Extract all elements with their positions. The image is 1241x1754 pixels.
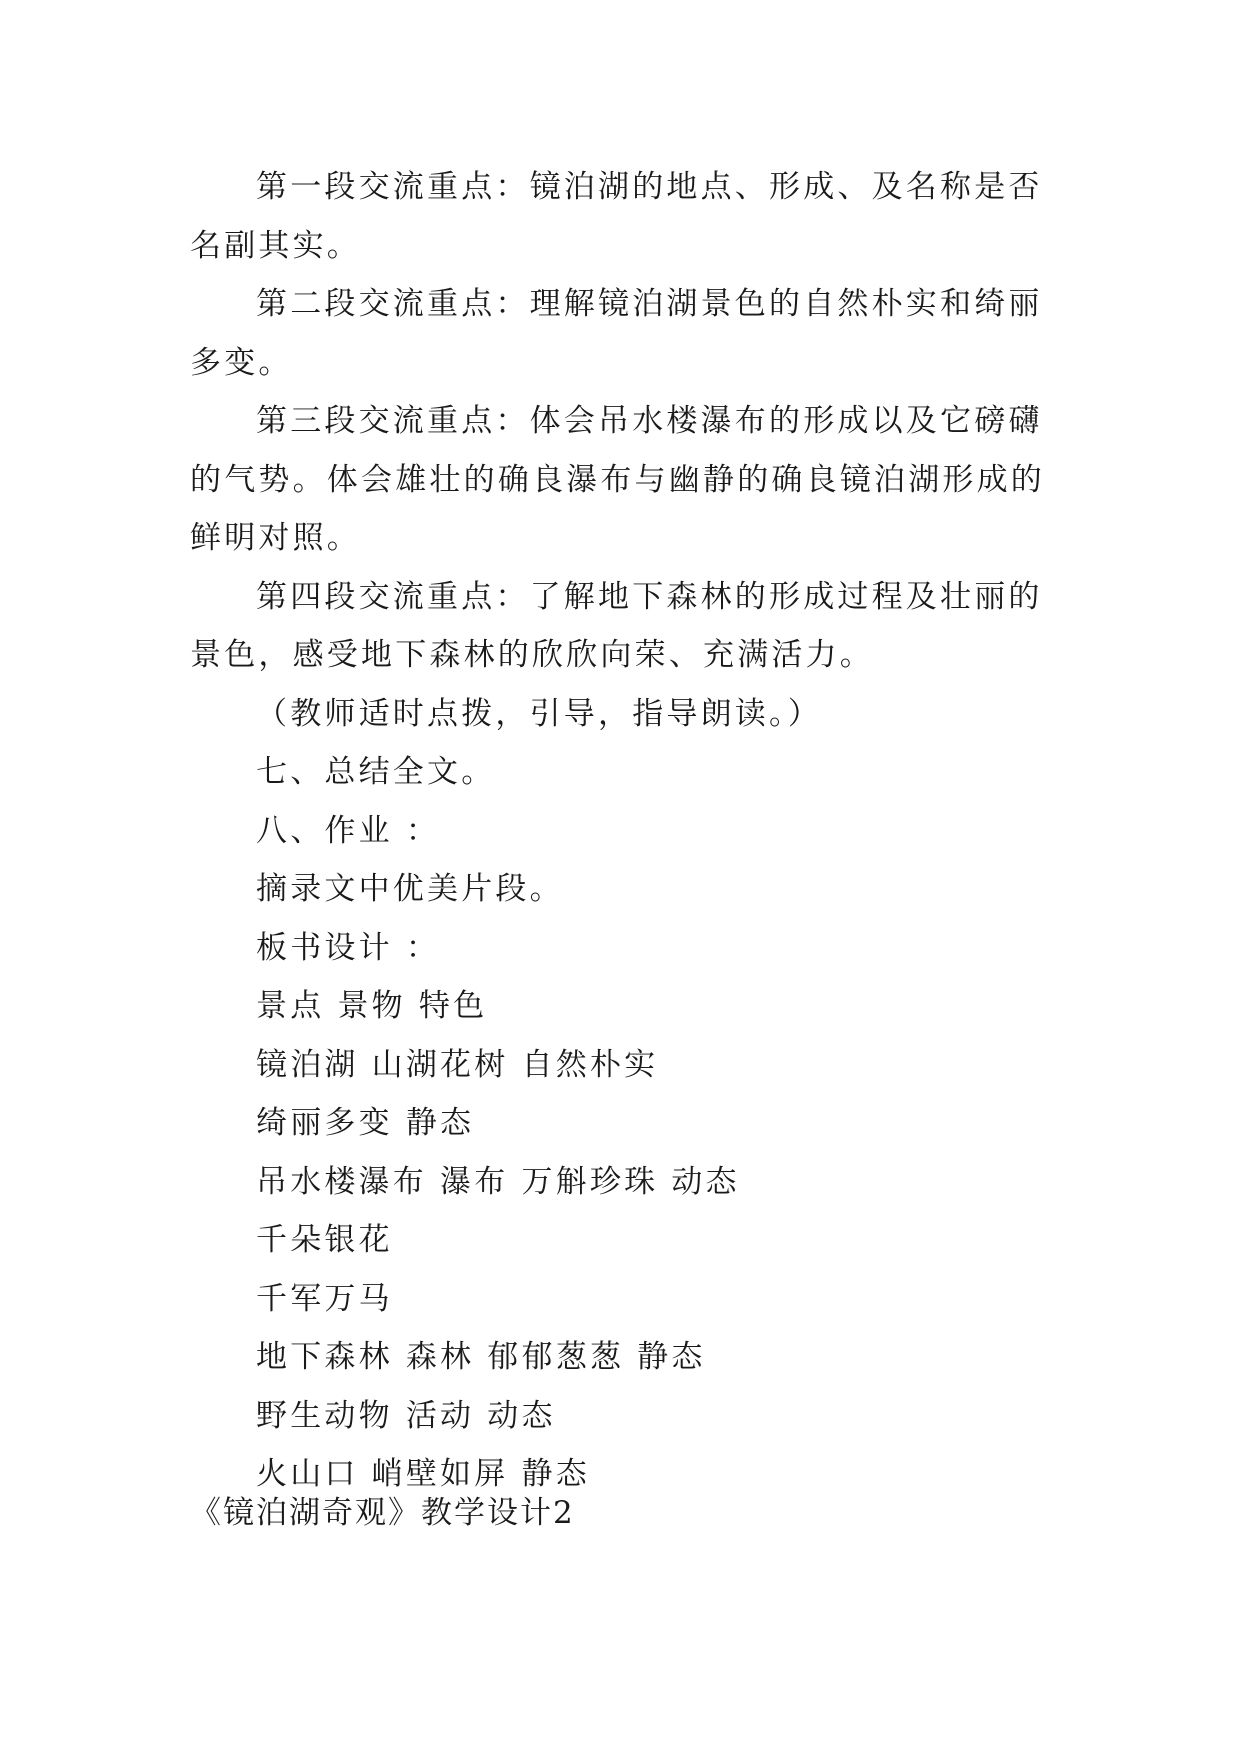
paragraph-homework-task: 摘录文中优美片段。 xyxy=(256,871,564,907)
board-design-row: 地下森林 森林 郁郁葱葱 静态 xyxy=(256,1339,706,1375)
board-design-row: 千军万马 xyxy=(256,1280,393,1317)
next-section-title: 《镜泊湖奇观》教学设计2 xyxy=(190,1495,575,1531)
paragraph-discussion-2: 第二段交流重点：理解镜泊湖景色的自然朴实和绮丽多变。 xyxy=(190,286,1043,381)
paragraph-discussion-4: 第四段交流重点：了解地下森林的形成过程及壮丽的景色，感受地下森林的欣欣向荣、充满活力。 xyxy=(190,578,1043,673)
paragraph-teacher-note: （教师适时点拨，引导，指导朗读。） xyxy=(256,695,822,732)
board-design-row: 火山口 峭壁如屏 静态 xyxy=(256,1456,590,1492)
document-body xyxy=(190,158,1060,1504)
board-design-row: 镜泊湖 山湖花树 自然朴实 xyxy=(256,1046,659,1083)
board-design-row: 绮丽多变 静态 xyxy=(256,1105,475,1141)
paragraph-discussion-3: 第三段交流重点：体会吊水楼瀑布的形成以及它磅礴的气势。体会雄壮的确良瀑布与幽静的确良镜泊湖形成的鲜明对照。 xyxy=(190,403,1045,556)
paragraph-board-design-heading: 板书设计 ： xyxy=(256,929,441,966)
board-design-row: 吊水楼瀑布 瀑布 万斛珍珠 动态 xyxy=(256,1163,740,1200)
board-design-row: 千朵银花 xyxy=(256,1222,393,1258)
board-design-row: 景点 景物 特色 xyxy=(256,988,488,1024)
paragraph-discussion-1: 第一段交流重点：镜泊湖的地点、形成、及名称是否名副其实。 xyxy=(190,169,1043,264)
paragraph-summary-heading: 七、总结全文。 xyxy=(256,754,496,790)
paragraph-homework-heading: 八、作业 ： xyxy=(256,812,441,849)
board-design-row: 野生动物 活动 动态 xyxy=(256,1397,556,1434)
